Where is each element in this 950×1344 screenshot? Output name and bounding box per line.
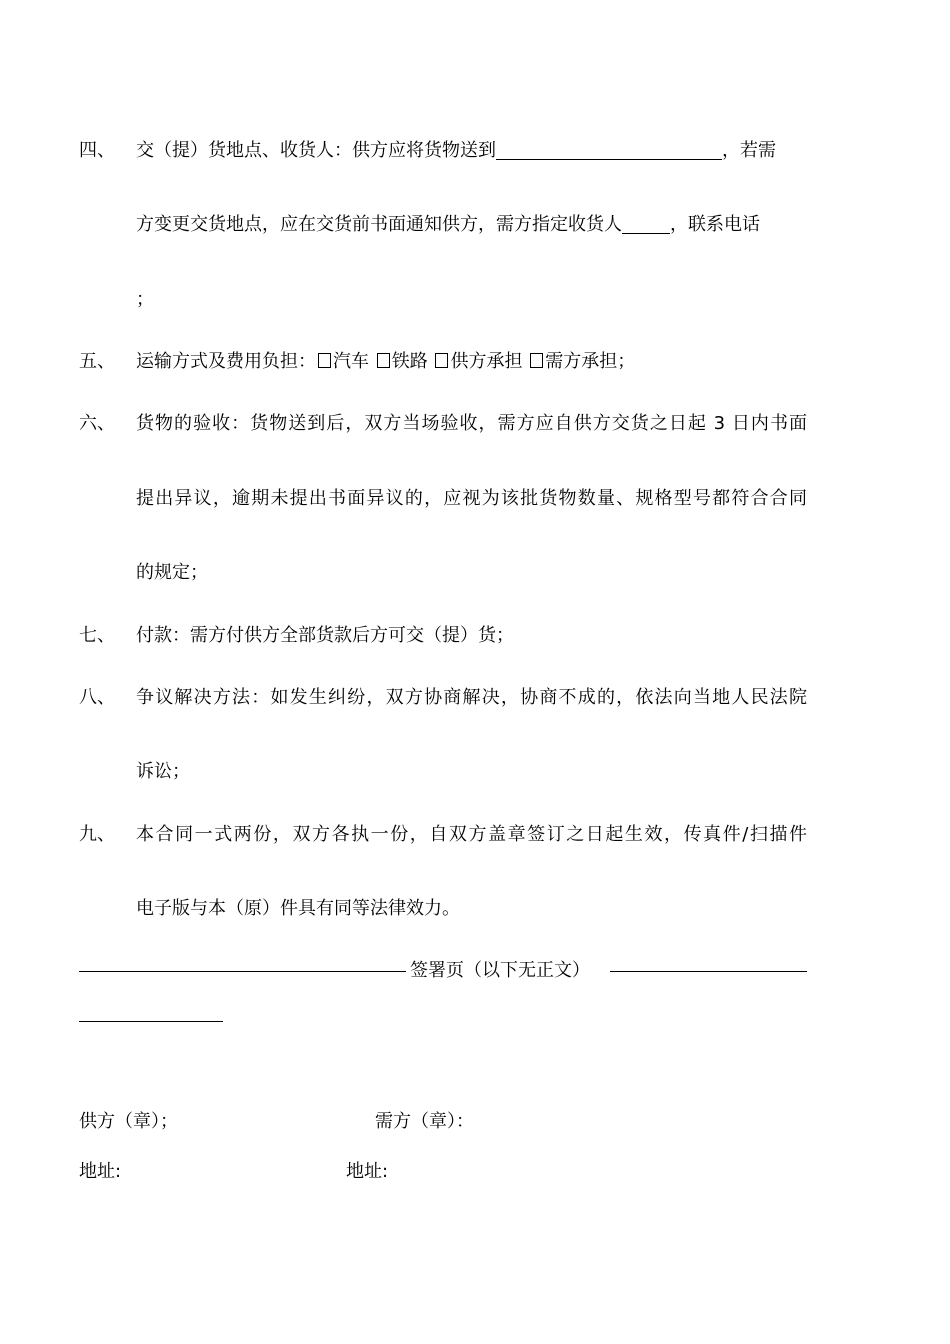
- signature-divider-label: 签署页（以下无正文）: [410, 960, 590, 981]
- clause-9-text-1: 本合同一式两份，双方各执一份，自双方盖章签订之日起生效，传真件/扫描件: [136, 824, 807, 845]
- clause-6-number: 六、: [79, 413, 115, 434]
- clause-6-text-2: 提出异议，逾期未提出书面异议的，应视为该批货物数量、规格型号都符合合同: [136, 488, 807, 509]
- clause-6-line-2: [0, 484, 950, 514]
- clause-4-text-2: ，若需: [722, 140, 776, 161]
- divider-rule-left: [79, 971, 406, 972]
- clause-8-number: 八、: [79, 687, 115, 708]
- clause-4-text-4: ，联系电话: [670, 214, 760, 235]
- clause-9-number: 九、: [79, 824, 115, 845]
- supplier-seal-label: 供方（章）；: [79, 1111, 178, 1132]
- clause-4-number: 四、: [79, 140, 115, 161]
- divider-rule-right: [610, 971, 807, 972]
- checkbox-truck[interactable]: [318, 353, 331, 368]
- divider-rule-continuation: [79, 1021, 223, 1022]
- buyer-address-label: 地址:: [346, 1161, 389, 1182]
- clause-9-line-1: [0, 820, 950, 850]
- supplier-address-label: 地址:: [79, 1161, 122, 1182]
- transport-label: 运输方式及费用负担：: [136, 351, 316, 372]
- clause-5-number: 五、: [79, 351, 115, 372]
- clause-4-text-3: 方变更交货地点，应在交货前书面通知供方，需方指定收货人: [136, 214, 622, 235]
- clause-5-line-1: [0, 347, 950, 377]
- option-buyer-pays: 需方承担: [545, 351, 618, 372]
- transport-suffix: ；: [617, 351, 636, 372]
- clause-4-text-1: 交（提）货地点、收货人：供方应将货物送到: [136, 140, 496, 161]
- option-rail: 铁路: [391, 351, 428, 372]
- clause-9-text-2: 电子版与本（原）件具有同等法律效力。: [136, 898, 460, 919]
- clause-4-line-1: [0, 136, 950, 166]
- delivery-location-blank[interactable]: [496, 139, 722, 160]
- buyer-seal-label: 需方（章）：: [375, 1111, 474, 1132]
- clause-6-line-3: [0, 558, 950, 588]
- clause-6-text-1: 货物的验收：货物送到后，双方当场验收，需方应自供方交货之日起 3 日内书面: [136, 413, 807, 434]
- clause-8-line-1: [0, 683, 950, 713]
- checkbox-rail[interactable]: [377, 353, 390, 368]
- clause-7-line-1: [0, 621, 950, 651]
- receiver-name-blank[interactable]: [622, 213, 670, 234]
- checkbox-buyer-pays[interactable]: [530, 353, 543, 368]
- clause-4-text-5: ；: [136, 289, 154, 310]
- checkbox-supplier-pays[interactable]: [435, 353, 448, 368]
- clause-8-line-2: [0, 757, 950, 787]
- clause-4-line-2: [0, 210, 950, 240]
- option-truck: 汽车: [333, 351, 369, 372]
- clause-8-text-2: 诉讼；: [136, 761, 190, 782]
- option-supplier-pays: 供方承担: [450, 351, 523, 372]
- clause-7-number: 七、: [79, 625, 115, 646]
- clause-9-line-2: [0, 894, 950, 924]
- clause-6-line-1: [0, 409, 950, 439]
- clause-8-text-1: 争议解决方法：如发生纠纷，双方协商解决，协商不成的，依法向当地人民法院: [136, 687, 807, 708]
- clause-7-text-1: 付款：需方付供方全部货款后方可交（提）货；: [136, 625, 514, 646]
- clause-4-line-3: [0, 285, 950, 315]
- clause-6-text-3: 的规定；: [136, 562, 208, 583]
